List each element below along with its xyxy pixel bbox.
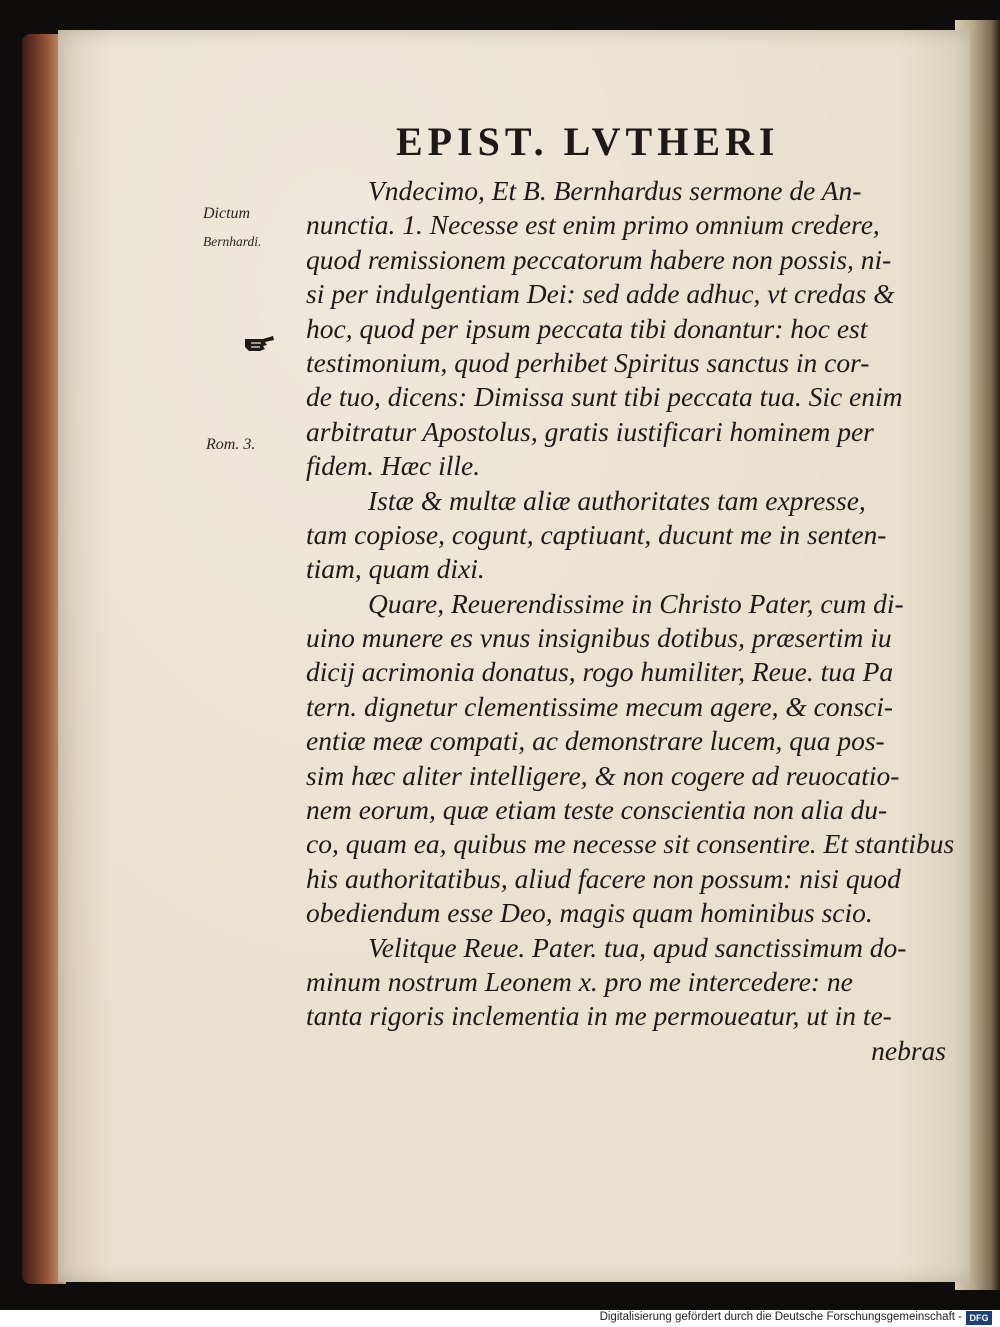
- text-line: tam copiose, cogunt, captiuant, ducunt me in senten-: [306, 518, 887, 550]
- text-line: Istæ & multæ aliæ authoritates tam expresse,: [368, 484, 866, 516]
- text-line: arbitratur Apostolus, gratis iustificari hominem per: [306, 415, 874, 447]
- text-line: de tuo, dicens: Dimissa sunt tibi peccata tua. Sic enim: [306, 381, 903, 413]
- text-line: sim hæc aliter intelligere, & non cogere ad reuocatio-: [306, 759, 900, 791]
- dfg-logo: DFG: [966, 1311, 992, 1325]
- text-line: tanta rigoris inclementia in me permoueatur, ut in te-: [306, 1000, 892, 1032]
- text-line: uino munere es vnus insignibus dotibus, præsertim iu: [306, 622, 892, 654]
- text-line: co, quam ea, quibus me necesse sit consentire. Et stantibus: [306, 828, 955, 860]
- margin-note-dictum: Dictum: [203, 205, 251, 222]
- footer-credit: Digitalisierung gefördert durch die Deutsche Forschungsgemeinschaft -: [599, 1311, 962, 1323]
- text-line: tiam, quam dixi.: [306, 553, 485, 585]
- text-line: Vndecimo, Et B. Bernhardus sermone de An-: [368, 175, 862, 206]
- margin-note-rom: Rom. 3.: [206, 436, 256, 453]
- text-line: si per indulgentiam Dei: sed adde adhuc, vt credas &: [306, 278, 895, 310]
- margin-note-bernhardi: Bernhardi.: [203, 234, 262, 249]
- text-line: entiæ meæ compati, ac demonstrare lucem, qua pos-: [306, 725, 885, 757]
- pointing-hand-icon: [243, 333, 277, 355]
- text-line: nem eorum, quæ etiam teste conscientia non alia du-: [306, 794, 888, 826]
- catchword: nebras: [871, 1034, 946, 1066]
- text-line: Quare, Reuerendissime in Christo Pater, cum di-: [368, 587, 904, 619]
- running-head: EPIST. LVTHERI: [396, 119, 780, 164]
- text-line: fidem. Hæc ille.: [306, 450, 481, 482]
- text-line: testimonium, quod perhibet Spiritus sanctus in cor-: [306, 346, 870, 378]
- text-line: hoc, quod per ipsum peccata tibi donantur: hoc est: [306, 312, 868, 344]
- text-line: quod remissionem peccatorum habere non possis, ni-: [306, 243, 892, 275]
- text-line: Velitque Reue. Pater. tua, apud sanctissimum do-: [368, 931, 907, 963]
- text-line: minum nostrum Leonem x. pro me intercedere: ne: [306, 965, 853, 997]
- text-line: tern. dignetur clementissime mecum agere, & consci-: [306, 690, 894, 722]
- text-line: obediendum esse Deo, magis quam hominibus scio.: [306, 897, 873, 929]
- text-line: his authoritatibus, aliud facere non possum: nisi quod: [306, 862, 901, 894]
- body-text: [306, 174, 956, 1094]
- text-line: nunctia. 1. Necesse est enim primo omnium credere,: [306, 209, 880, 241]
- text-line: dicij acrimonia donatus, rogo humiliter, Reue. tua Pa: [306, 656, 894, 688]
